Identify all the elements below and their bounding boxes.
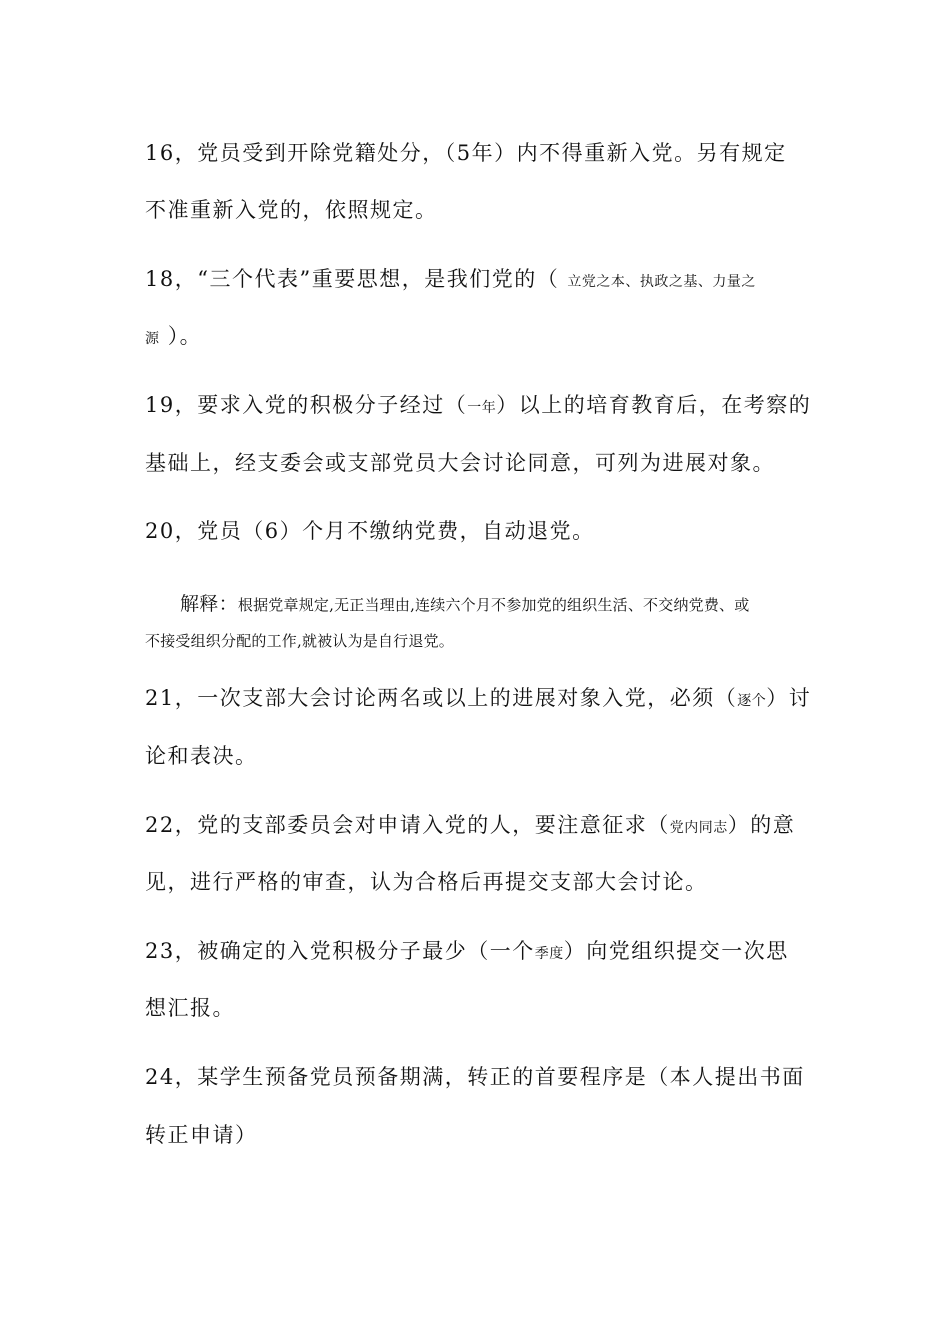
q19-text-b: ）以上的培育教育后，在考察的 [496,393,812,417]
q23-line2: 想汇报。 [145,996,235,1020]
q21-line2: 论和表决。 [145,744,258,768]
q16-line1: 16，党员受到开除党籍处分，（5年）内不得重新入党。另有规定 [145,141,787,165]
q20-line1: 20，党员（6）个月不缴纳党费，自动退党。 [145,519,595,543]
explanation-text: 根据党章规定,无正当理由,连续六个月不参加党的组织生活、不交纳党费、或 [237,596,750,614]
q18-answer-cont: 源 [145,331,160,347]
q18-line2 [145,322,202,353]
q19-line1 [145,391,811,422]
q20-explanation-line2: 不接受组织分配的工作,就被认为是自行退党。 [145,632,454,650]
q21-line1 [145,684,811,715]
q22-answer: 党内同志 [669,820,728,836]
q20-explanation-line1 [180,589,749,619]
q22-text-a: 22，党的支部委员会对申请入党的人，要注意征求（ [145,813,670,837]
q18-text: 18，“三个代表”重要思想，是我们党的（ [145,267,560,291]
q21-text-b: ）讨 [766,686,812,710]
q22-text-b: ）的意 [727,813,796,837]
explanation-label: 解释： [180,593,238,615]
q18-line1 [145,265,756,296]
q18-answer: 立党之本、执政之基、力量之 [567,274,756,290]
q23-text-a: 23，被确定的入党积极分子最少（一个 [145,939,535,963]
q24-line2: 转正申请） [145,1123,258,1147]
q19-answer: 一年 [467,400,497,416]
q21-text-a: 21，一次支部大会讨论两名或以上的进展对象入党，必须（ [145,686,738,710]
q23-answer: 季度 [534,946,564,962]
q24-line1: 24，某学生预备党员预备期满，转正的首要程序是（本人提出书面 [145,1065,805,1089]
q18-close: ）。 [167,324,203,348]
q19-line2: 基础上，经支委会或支部党员大会讨论同意，可列为进展对象。 [145,451,775,475]
q22-line2: 见，进行严格的审查，认为合格后再提交支部大会讨论。 [145,870,708,894]
q23-text-b: ）向党组织提交一次思 [563,939,789,963]
q19-text-a: 19，要求入党的积极分子经过（ [145,393,468,417]
q16-line2: 不准重新入党的，依照规定。 [145,198,438,222]
q23-line1 [145,937,789,968]
q21-answer: 逐个 [737,693,767,709]
q22-line1 [145,811,795,842]
